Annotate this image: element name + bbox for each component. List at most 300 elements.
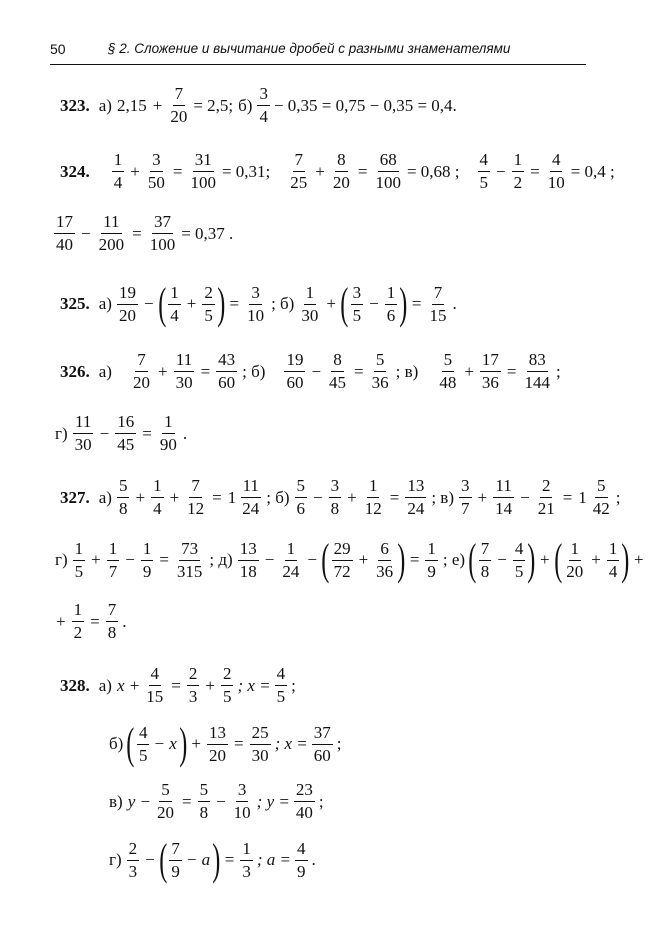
problem-325 [60,279,459,328]
math-text: ; [318,791,324,811]
fraction [329,476,342,519]
numerator: 13 [207,723,228,745]
operator: = [389,487,400,507]
fraction [257,84,270,127]
fraction [327,350,348,393]
numerator: 17 [54,212,75,234]
parenthesis: ( [126,719,135,768]
fraction [175,539,205,582]
denominator: 8 [199,803,209,822]
math-text: y − [127,791,151,811]
operator: = [562,487,573,507]
parenthesis: ( [159,835,168,884]
denominator: 12 [187,499,205,518]
fraction [148,212,178,255]
numerator: 5 [374,350,387,372]
numerator: 73 [179,539,200,561]
fraction [275,664,288,707]
denominator: 20 [332,173,350,192]
numerator: 3 [257,84,270,106]
fraction [117,476,130,519]
operator: + [91,550,101,569]
numerator: 1 [304,283,317,305]
fraction [187,664,200,707]
numerator: 7 [106,600,119,622]
fraction [188,150,218,193]
numerator: 1 [385,283,398,305]
operator: − [81,223,91,243]
operator: = [234,734,244,753]
fraction [523,350,553,393]
operator: + [347,487,357,507]
math-text: − x [153,734,177,753]
parenthesis: ) [397,535,406,584]
problem-327-continued [52,535,648,584]
denominator: 3 [128,861,138,881]
denominator: 7 [108,561,118,581]
numerator: 3 [459,476,472,498]
fraction [295,476,308,519]
numerator: 11 [101,212,121,234]
fraction [238,539,259,582]
numerator: 5 [159,780,172,802]
problem-328-g [106,835,318,884]
denominator: 3 [188,687,198,706]
fraction [284,350,305,393]
math-text: . [311,850,316,869]
denominator: 5 [479,173,488,192]
fraction [144,664,165,707]
denominator: 20 [132,373,150,392]
numerator: 31 [193,150,214,172]
page-number: 50 [50,41,66,57]
fraction [459,476,472,519]
operator: = [354,361,364,381]
whole-part: 1 [578,487,587,507]
math-text: ; x = [237,675,271,695]
numerator: 1 [569,539,582,561]
operator: = [212,487,222,507]
operator: = [200,361,211,381]
denominator: 25 [290,173,308,192]
operator: + [205,675,215,695]
denominator: 10 [547,173,565,192]
numerator: 2 [187,664,200,686]
denominator: 20 [118,305,136,325]
problem-number: 327. [60,487,90,507]
part-label: а) [98,487,112,507]
fraction [155,780,176,823]
fraction [112,150,125,193]
fraction [295,839,308,882]
numerator: 5 [595,476,608,498]
numerator: 43 [216,350,237,372]
operator: = [506,361,517,381]
denominator: 30 [175,373,193,392]
part-label: г) [55,423,68,443]
numerator: 1 [512,150,525,172]
fraction [546,150,567,193]
term: 2,15 [116,95,147,115]
fraction [54,212,75,255]
problem-number: 323. [60,95,90,115]
numerator: 5 [442,350,455,372]
result: − 0,35 = 0,75 − 0,35 = 0,4. [273,95,457,115]
numerator: 1 [607,539,620,561]
operator: − [369,294,379,313]
part-label: г) [55,550,68,569]
numerator: 1 [141,539,154,561]
parenthesis: ) [527,535,536,584]
denominator: 36 [481,373,499,392]
fraction [131,350,152,393]
operator: + [186,294,197,313]
operator: + [152,95,163,115]
denominator: 9 [142,561,152,581]
denominator: 20 [209,745,226,765]
denominator: 40 [56,235,73,254]
result: = 0,68 ; [406,161,460,181]
numerator: 11 [241,476,261,498]
operator: − [307,550,317,569]
numerator: 5 [198,780,211,802]
fraction [512,150,525,193]
fraction [493,476,514,519]
problem-326-continued [52,412,189,455]
denominator: 14 [495,499,513,518]
fraction [207,723,228,766]
page-header [50,40,586,65]
numerator: 7 [479,539,492,561]
numerator: 7 [293,150,306,172]
math-text: . [122,611,127,631]
math-text: . [452,294,457,313]
fraction [115,412,136,455]
fraction [363,476,384,519]
math-text: . [182,423,188,443]
problem-324-continued [52,212,235,255]
parenthesis: ( [340,279,349,328]
operator: + [358,550,369,569]
result: = 0,37 . [181,223,234,243]
parenthesis: ) [399,279,408,328]
math-text: − a [185,850,211,869]
whole-part: 1 [227,487,237,507]
numerator: 1 [285,539,298,561]
fraction [513,539,526,582]
fraction [240,476,261,519]
fraction [97,212,127,255]
parenthesis: ( [468,535,477,584]
parenthesis: ) [217,279,226,328]
numerator: 1 [367,476,380,498]
operator: = [172,161,183,181]
fraction [137,723,150,766]
numerator: 1 [107,539,120,561]
operator: = [229,294,240,313]
denominator: 10 [233,803,251,822]
math-text: ; [336,734,342,753]
fraction [245,283,266,326]
fraction [216,350,237,393]
fraction [73,412,94,455]
part-label: а) [98,294,112,313]
numerator: 5 [295,476,308,498]
section-title: § 2. Сложение и вычитание дробей с разными знаменателями [108,41,511,56]
parenthesis: ) [621,535,630,584]
fraction [607,539,620,582]
problem-328-c [106,780,326,823]
fraction [299,283,320,326]
operator: = [142,423,152,443]
denominator: 4 [153,499,162,518]
operator: − [99,423,110,443]
operator: − [145,850,155,869]
numerator: 37 [312,723,333,745]
part-label: б) [109,734,124,753]
part-label: ; б) [242,361,266,381]
numerator: 16 [115,412,136,434]
numerator: 7 [189,476,202,498]
math-text: ; [615,487,621,507]
problem-328 [60,664,298,707]
operator: + [477,487,488,507]
denominator: 60 [286,373,304,392]
numerator: 2 [221,664,234,686]
numerator: 3 [249,283,262,305]
operator: − [264,550,275,569]
denominator: 60 [313,745,331,765]
fraction [168,84,189,127]
numerator: 8 [335,150,348,172]
denominator: 24 [282,561,300,581]
problem-number: 324. [60,161,90,181]
denominator: 5 [276,687,286,706]
operator: − [496,161,506,181]
fraction [185,476,206,519]
operator: + [540,550,550,569]
operator: + [135,487,146,507]
numerator: 19 [117,283,138,305]
numerator: 11 [493,476,513,498]
math-text: ; x = [274,734,308,753]
denominator: 9 [427,561,436,581]
part-label: а) [98,675,112,695]
denominator: 30 [74,435,92,454]
fraction [312,723,333,766]
fraction [591,476,612,519]
denominator: 20 [156,803,174,822]
denominator: 6 [386,305,396,325]
denominator: 8 [480,561,490,581]
numerator: 2 [127,839,140,861]
fraction [280,539,301,582]
fraction [332,539,353,582]
problem-number: 325. [60,294,90,313]
denominator: 8 [118,499,128,518]
fraction [373,150,403,193]
fraction [351,283,364,326]
numerator: 68 [378,150,399,172]
fraction [478,150,491,193]
numerator: 4 [478,150,491,172]
denominator: 8 [107,623,117,642]
denominator: 30 [251,745,269,765]
fraction [437,350,458,393]
operator: − [216,791,226,811]
denominator: 50 [147,173,165,192]
numerator: 4 [550,150,563,172]
fraction [374,539,395,582]
parenthesis: ( [321,535,330,584]
fraction [107,539,120,582]
fraction [564,539,585,582]
numerator: 29 [332,539,353,561]
fraction [72,600,85,643]
denominator: 200 [98,235,125,254]
operator: + [130,161,140,181]
numerator: 7 [135,350,148,372]
denominator: 100 [375,173,401,192]
denominator: 5 [74,561,84,581]
numerator: 4 [137,723,150,745]
denominator: 60 [218,373,236,392]
fraction [385,283,398,326]
denominator: 315 [176,561,203,581]
problem-number: 326. [60,361,90,381]
operator: = [530,161,540,181]
parenthesis: ( [553,535,562,584]
operator: − [125,550,135,569]
fraction [198,780,211,823]
fraction [536,476,557,519]
operator: = [159,550,169,569]
numerator: 2 [202,283,215,305]
fraction [480,350,501,393]
denominator: 9 [297,861,306,881]
numerator: 11 [73,412,93,434]
numerator: 1 [240,839,253,861]
part-label: ; б) [271,294,295,313]
fraction [240,839,253,882]
result: = 0,4 ; [570,161,615,181]
denominator: 10 [247,305,265,325]
denominator: 5 [352,305,362,325]
denominator: 4 [259,107,268,126]
part-label: ; д) [209,550,233,569]
operator: + [591,550,601,569]
denominator: 5 [514,561,524,581]
fraction [425,539,438,582]
denominator: 3 [242,861,251,881]
denominator: 100 [190,173,216,192]
denominator: 45 [117,435,135,454]
operator: = [90,611,100,631]
numerator: 11 [174,350,194,372]
operator: + [326,294,336,313]
fraction [479,539,492,582]
denominator: 30 [301,305,319,325]
parenthesis: ( [157,279,166,328]
denominator: 15 [429,305,447,325]
numerator: 13 [238,539,259,561]
denominator: 144 [524,373,550,392]
numerator: 25 [250,723,271,745]
part-label: г) [109,850,122,869]
parenthesis: ) [179,719,188,768]
numerator: 3 [150,150,163,172]
numerator: 1 [72,600,85,622]
denominator: 40 [295,803,313,822]
result: = 2,5; [193,95,234,115]
fraction [127,839,140,882]
operator: + [464,361,474,381]
denominator: 15 [146,687,164,706]
fraction [370,350,391,393]
denominator: 20 [170,107,188,126]
numerator: 17 [480,350,501,372]
denominator: 72 [333,561,351,581]
fraction [169,839,182,882]
operator: − [520,487,530,507]
numerator: 7 [432,283,445,305]
numerator: 7 [169,839,182,861]
fraction [221,664,234,707]
parenthesis: ) [212,835,221,884]
part-label: в) [109,791,123,811]
denominator: 4 [170,305,179,325]
fraction [288,150,309,193]
numerator: 37 [152,212,173,234]
denominator: 21 [537,499,555,518]
operator: − [143,294,154,313]
fraction [158,412,179,455]
denominator: 6 [296,499,306,518]
part-label: ; б) [266,487,290,507]
part-label: ; в) [431,487,454,507]
numerator: 1 [168,283,181,305]
operator: = [181,791,192,811]
denominator: 36 [376,561,394,581]
math-text: ; [291,675,296,695]
fraction [174,350,195,393]
denominator: 4 [608,561,618,581]
denominator: 18 [239,561,257,581]
denominator: 42 [592,499,610,518]
numerator: 4 [295,839,308,861]
math-text: ; [556,361,561,381]
operator: + [191,734,201,753]
part-label: ; в) [395,361,419,381]
fraction [250,723,271,766]
fraction [168,283,181,326]
denominator: 8 [330,499,340,518]
numerator: 83 [527,350,548,372]
numerator: 3 [351,283,364,305]
numerator: 1 [162,412,175,434]
operator: = [132,223,142,243]
numerator: 3 [329,476,342,498]
operator: − [497,550,507,569]
fraction [405,476,426,519]
numerator: 1 [425,539,438,561]
denominator: 7 [461,499,470,518]
fraction [427,283,448,326]
operator: − [311,361,322,381]
problem-328-b [106,719,344,768]
numerator: 5 [117,476,130,498]
numerator: 1 [73,539,86,561]
